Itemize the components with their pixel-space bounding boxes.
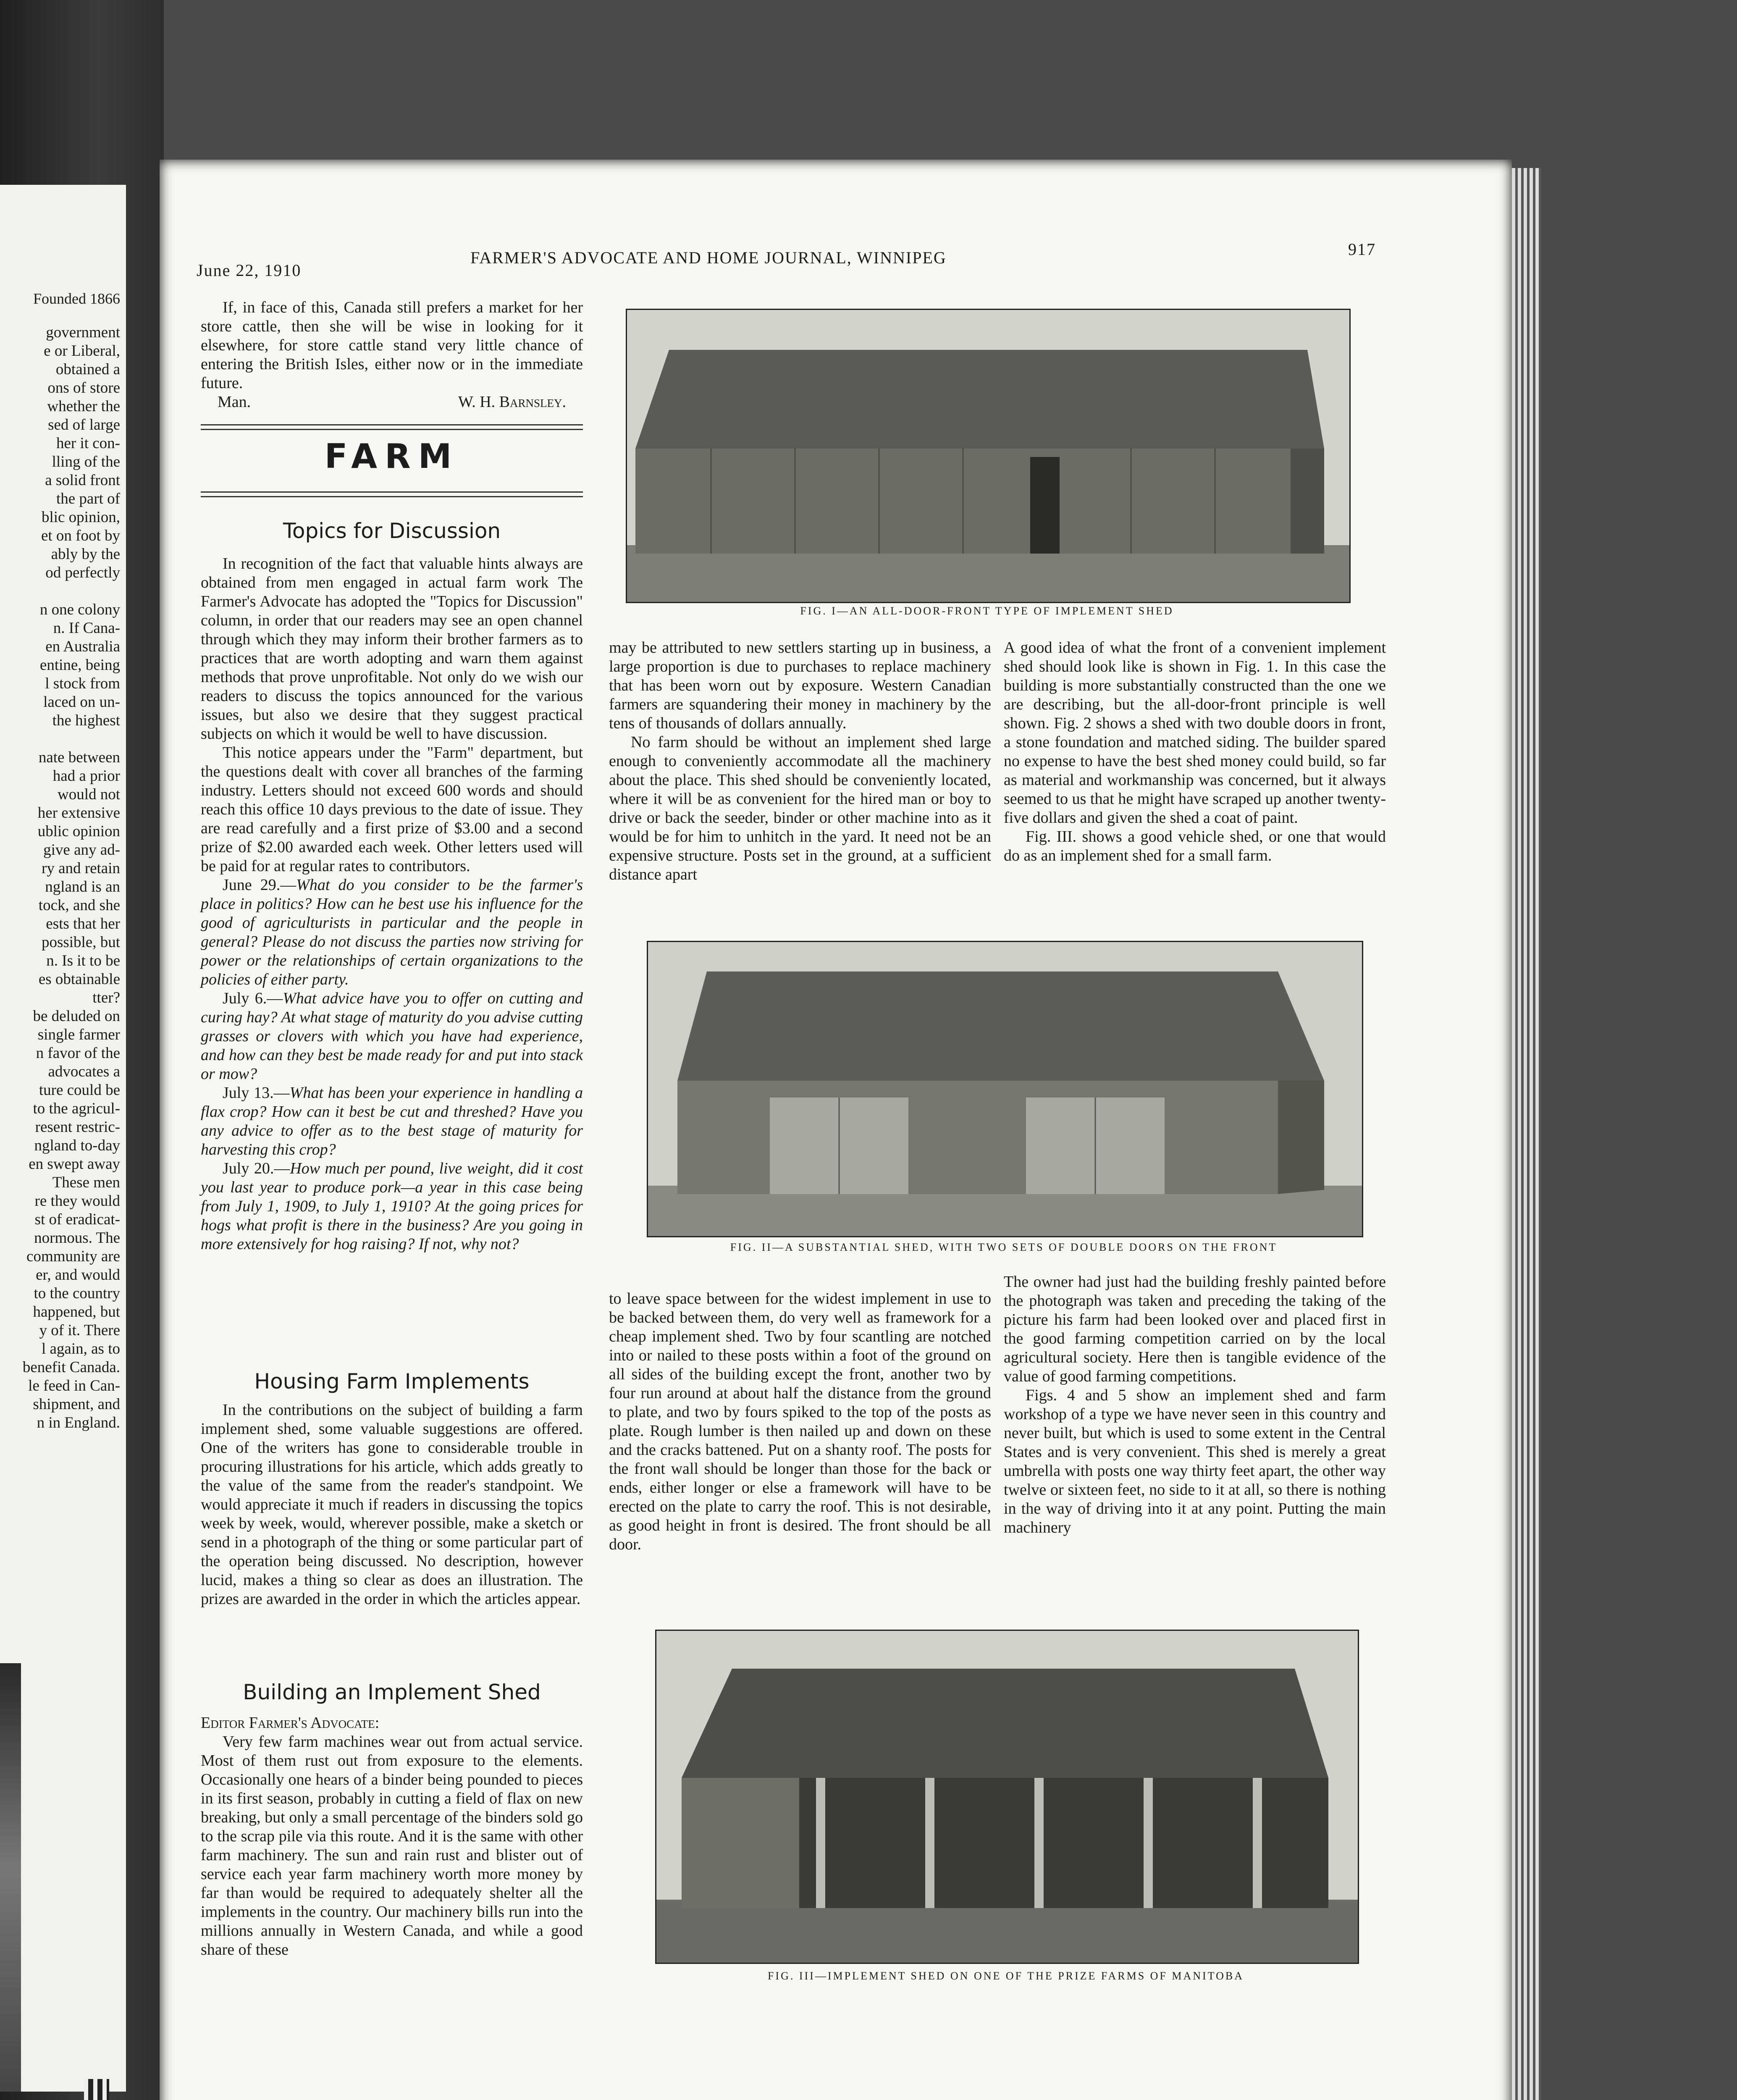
- facing-page-line: ngland to-day: [34, 1137, 120, 1154]
- facing-page-line: re they would: [34, 1192, 120, 1210]
- right-column-upper: A good idea of what the front of a convenient implement shed should look like is shown in Fig. 1. In this case the building is more substantially constructed than the one we are describing, but the all-door-front principle is well shown. Fig. 2 shows a shed with two double doors in front, a stone foundation and matched siding. The builder spared no expense to have the best shed money could build, so far as material and workmanship was concerned, but it always seemed to us that he might have scraped up another twenty-five dollars and given the shed a coat of paint. Fig. III. shows a good vehicle shed, or one that would do as an implement shed for a small farm.: [1004, 639, 1386, 864]
- facing-page-line: These men: [52, 1174, 120, 1191]
- fig-2-photo: [647, 941, 1363, 1237]
- housing-heading: Housing Farm Implements: [254, 1369, 530, 1394]
- fig-2-caption: FIG. II—A SUBSTANTIAL SHED, WITH TWO SETS OF DOUBLE DOORS ON THE FRONT: [730, 1241, 1278, 1253]
- facing-page-line: community are: [26, 1248, 120, 1265]
- facing-page-line: single farmer: [37, 1026, 120, 1043]
- facing-page-line: es obtainable: [38, 971, 120, 988]
- facing-page-line: her extensive: [37, 804, 120, 822]
- facing-page-line: l stock from: [45, 675, 120, 692]
- facing-page-line: [3, 582, 120, 601]
- topic-july-6: July 6.—What advice have you to offer on cutting and curing hay? At what stage of maturity do you advise cutting grasses or clovers with which you have had experience, and how can they best be made ready for and put into stack or mow?: [201, 990, 583, 1083]
- facing-page-line: benefit Canada.: [22, 1359, 120, 1376]
- facing-page-line: her it con-: [56, 435, 120, 452]
- intro-signature: W. H. Barnsley.: [458, 393, 566, 411]
- facing-page-line: e or Liberal,: [44, 342, 120, 360]
- middle-column-upper: may be attributed to new settlers starting up in business, a large proportion is due to purchases to replace machinery that has been worn out by exposure. Western Canadian farmers are squandering their money in machinery by the tens of thousands of dollars annually. No farm should be without an implement shed large enough to conveniently accommodate all the machinery about the place. This shed should be conveniently located, where it will be as convenient for the hired man or boy to drive or back the seeder, binder or other machine into as it would be for him to unhitch in the yard. It need not be an expensive structure. Posts set in the ground, at a sufficient distance apart: [609, 639, 991, 883]
- intro-place: Man.: [218, 393, 251, 411]
- main-page: [160, 160, 1512, 2100]
- topics-heading: Topics for Discussion: [283, 519, 501, 543]
- topic-june-29: June 29.—What do you consider to be the farmer's place in politics? How can he best use his influence for the good of agriculturists in particular and the people in general? Please do not discuss the parties now striving for power or the relationships of certain organizations to the policies of either party.: [201, 876, 583, 988]
- building-body: Editor Farmer's Advocate: Very few farm machines wear out from actual service. Most of them rust out from exposure to the elements. Occasionally one hears of a binder being pounded to pieces in its first season, probably in cutting a field of flax on new breaking, but only a small percentage of the binders sold go to the scrap pile via this route. And it is the same with other farm machinery. The sun and rain rust and blister out of service each year farm machinery worth more money by far than would be required to adequately shelter all the implements in the country. Our machinery bills run into the millions annually in Western Canada, and while a good share of these: [201, 1714, 583, 1958]
- section-title-farm: FARM: [324, 437, 459, 476]
- facing-page-line: whether the: [47, 398, 120, 415]
- facing-page-line: had a prior: [52, 767, 120, 785]
- facing-page-header: Founded 1866: [33, 290, 120, 307]
- facing-page-line: government: [46, 324, 120, 341]
- facing-page-line: ture could be: [39, 1082, 120, 1099]
- facing-page-line: laced on un-: [43, 693, 120, 711]
- fig-1-caption: FIG. I—AN ALL-DOOR-FRONT TYPE OF IMPLEMENT SHED: [800, 605, 1174, 617]
- header-date: June 22, 1910: [197, 261, 302, 280]
- section-rule-bottom: [201, 491, 583, 497]
- facing-page-line: ngland is an: [45, 878, 120, 895]
- facing-page-line: l again, as to: [41, 1340, 120, 1357]
- intro-paragraph: If, in face of this, Canada still prefers a market for her store cattle, then she will be wise in looking for it elsewhere, for store cattle stand very little chance of entering the British Isles, either now or in the immediate future. Man. W. H. Barnsley.: [201, 299, 583, 411]
- facing-page-line: happened, but: [33, 1303, 120, 1320]
- facing-page-line: n. If Cana-: [53, 620, 120, 637]
- facing-page-line: et on foot by: [41, 527, 120, 544]
- housing-body: In the contributions on the subject of building a farm implement shed, some valuable suggestions are offered. One of the writers has gone to considerable trouble in procuring illustrations for his article, which adds greatly to the value of the same from the reader's standpoint. We would appreciate it much if readers in discussing the topics week by week, would, wherever possible, make a sketch or send in a photograph of the thing or some particular part of the operation being discussed. No description, however lucid, makes a thing so clear as does an illustration. The prizes are awarded in the order in which the articles appear.: [201, 1401, 583, 1608]
- facing-page-photo: [0, 1663, 21, 2092]
- building-heading: Building an Implement Shed: [243, 1680, 541, 1704]
- facing-page-line: to the country: [34, 1285, 120, 1302]
- fig-3-caption: FIG. III—IMPLEMENT SHED ON ONE OF THE PRIZE FARMS OF MANITOBA: [767, 1970, 1244, 1982]
- facing-page-line: a solid front: [45, 472, 120, 489]
- facing-page-line: n in England.: [37, 1414, 120, 1431]
- facing-page-text-column: [3, 323, 120, 1432]
- facing-page-line: er, and would: [36, 1266, 120, 1284]
- facing-page-line: the part of: [56, 490, 120, 507]
- topics-paragraph-2: This notice appears under the "Farm" department, but the questions dealt with cover all branches of the farming industry. Letters should not exceed 600 words and should reach this office 10 days previous to the date of issue. They are read carefully and a first prize of $3.00 and a second prize of $2.00 awarded each week. Other letters used will be paid for at regular rates to contributors.: [201, 744, 583, 875]
- facing-page-fragment: [0, 185, 126, 2092]
- facing-page-line: n one colony: [39, 601, 120, 618]
- facing-page-line: ry and retain: [42, 860, 120, 877]
- book-edge-right: [1512, 168, 1541, 2100]
- fig-1-photo: [626, 309, 1351, 603]
- page-edge-stripes: [84, 2079, 109, 2100]
- facing-page-line: [3, 730, 120, 748]
- facing-page-line: ublic opinion: [37, 823, 120, 840]
- facing-page-line: tock, and she: [38, 897, 120, 914]
- facing-page-line: sed of large: [48, 416, 120, 433]
- facing-page-line: possible, but: [41, 934, 120, 951]
- middle-column-lower: to leave space between for the widest implement in use to be backed between them, do very well as framework for a cheap implement shed. Two by four scantling are notched into or nailed to these posts within a foot of the ground on all sides of the building except the front, another two by four run around at about half the distance from the ground to plate, and two by fours spiked to the top of the posts as plate. Rough lumber is then nailed up and down on these and the cracks battened. Put on a shanty roof. The posts for the front wall should be longer than those for the back or ends, either longer or else a framework will have to be erected on the plate to carry the roof. This is not desirable, as good height in front is desired. The front should be all door.: [609, 1290, 991, 1553]
- topic-july-13: July 13.—What has been your experience in handling a flax crop? How can it best be cut and threshed? Have you any advice to offer as to the best stage of maturity for harvesting this crop?: [201, 1084, 583, 1158]
- facing-page-line: give any ad-: [43, 841, 120, 858]
- facing-page-line: blic opinion,: [41, 509, 120, 526]
- facing-page-line: n favor of the: [36, 1045, 120, 1062]
- right-column-lower: The owner had just had the building freshly painted before the photograph was taken and preceding the taking of the picture his farm had been looked over and placed first in the good farming competition carried on by the local agricultural society. Here then is tangible evidence of the value of good farming competitions. Figs. 4 and 5 show an implement shed and farm workshop of a type we have never seen in this country and never built, but which is used to some extent in the Central States and is very convenient. This shed is merely a great umbrella with posts one way thirty feet apart, the other way twelve or sixteen feet, no side to it at all, so there is nothing in the way of driving into it at any point. Putting the main machinery: [1004, 1273, 1386, 1536]
- editor-line: Editor Farmer's Advocate:: [201, 1714, 380, 1732]
- facing-page-line: od perfectly: [45, 564, 120, 581]
- facing-page-line: ably by the: [51, 546, 120, 563]
- facing-page-line: would not: [57, 786, 120, 803]
- facing-page-line: tter?: [92, 989, 120, 1006]
- topics-paragraph-1: In recognition of the fact that valuable hints always are obtained from men engaged in actual farm work The Farmer's Advocate has adopted the "Topics for Discussion" column, in order that our readers may see an open channel through which they may inform their brother farmers as to practices that are worth adopting and warn them against methods that prove unprofitable. Not only do we wish our readers to discuss the topics announced for the various issues, but also we desire that they suggest practical subjects on which it would be well to have discussion.: [201, 555, 583, 743]
- facing-page-line: obtained a: [55, 361, 120, 378]
- facing-page-line: to the agricul-: [33, 1100, 120, 1117]
- topic-july-20: July 20.—How much per pound, live weight, did it cost you last year to produce pork—a year in this case being from July 1, 1909, to July 1, 1910? At the going prices for hogs what profit is there in the business? Are you going in more extensively for hog raising? If not, why not?: [201, 1160, 583, 1253]
- topics-body: [201, 554, 583, 1254]
- facing-page-line: le feed in Can-: [28, 1377, 120, 1394]
- facing-page-line: ons of store: [47, 379, 120, 396]
- facing-page-line: be deluded on: [33, 1008, 120, 1025]
- facing-page-line: ests that her: [46, 915, 120, 932]
- facing-page-line: advocates a: [48, 1063, 120, 1080]
- header-title: FARMER'S ADVOCATE AND HOME JOURNAL, WINNIPEG: [470, 248, 947, 267]
- facing-page-line: en Australia: [45, 638, 120, 655]
- section-rule-top: [201, 424, 583, 430]
- facing-page-line: st of eradicat-: [34, 1211, 120, 1228]
- page-number: 917: [1348, 240, 1376, 259]
- facing-page-line: n. Is it to be: [46, 952, 120, 969]
- facing-page-line: the highest: [52, 712, 120, 729]
- facing-page-line: resent restric-: [35, 1118, 120, 1136]
- facing-page-line: shipment, and: [33, 1396, 120, 1413]
- facing-page-line: normous. The: [34, 1229, 120, 1247]
- facing-page-line: entine, being: [39, 656, 120, 674]
- facing-page-line: lling of the: [52, 453, 120, 470]
- facing-page-line: nate between: [38, 749, 120, 766]
- facing-page-line: y of it. There: [39, 1322, 120, 1339]
- facing-page-line: en swept away: [29, 1155, 120, 1173]
- fig-3-photo: [655, 1630, 1359, 1964]
